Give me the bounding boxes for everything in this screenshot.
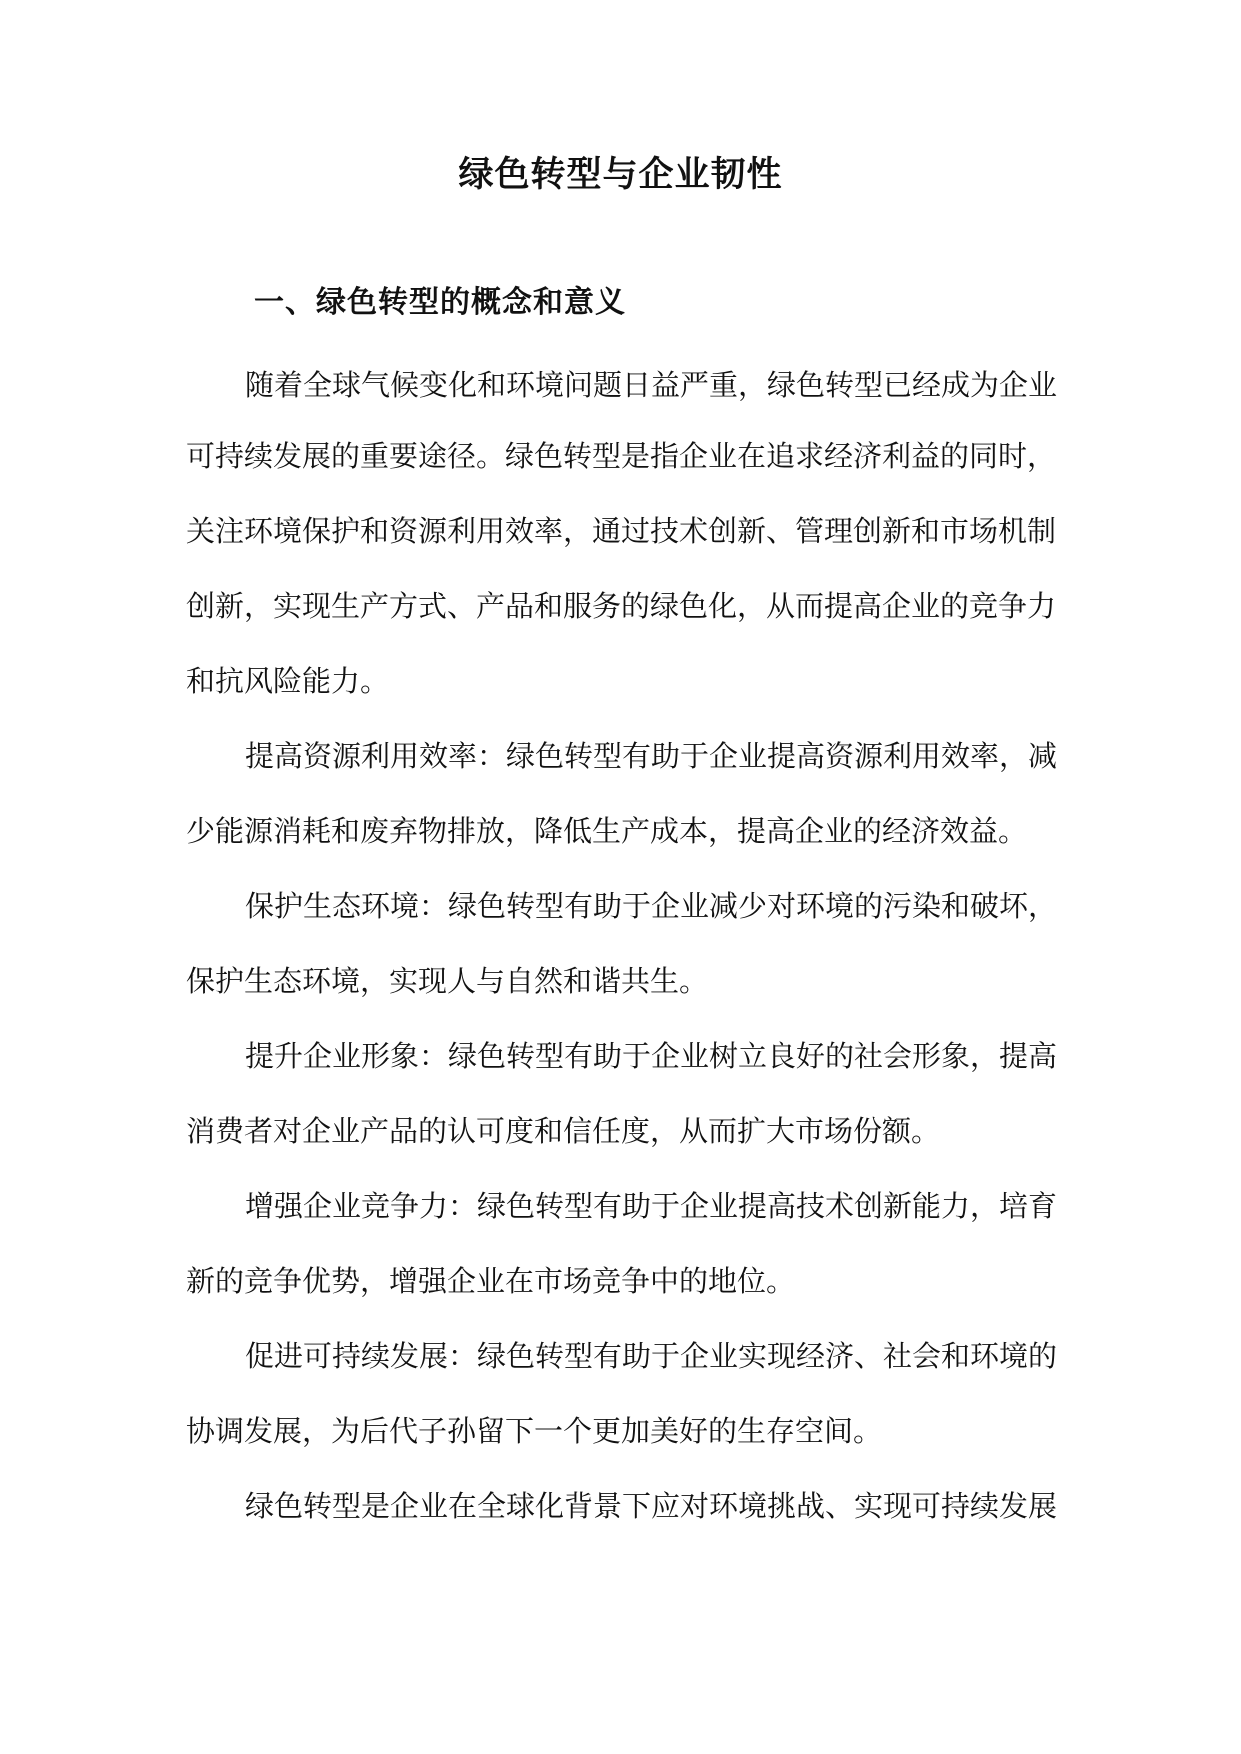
paragraph-line: 和抗风险能力。 (186, 664, 390, 698)
paragraph-line: 促进可持续发展：绿色转型有助于企业实现经济、社会和环境的 (245, 1339, 1058, 1373)
section-heading: 一、绿色转型的概念和意义 (254, 285, 626, 320)
paragraph-line: 提高资源利用效率：绿色转型有助于企业提高资源利用效率，减 (245, 739, 1058, 773)
paragraph-line: 消费者对企业产品的认可度和信任度，从而扩大市场份额。 (186, 1114, 941, 1148)
paragraph-line: 关注环境保护和资源利用效率，通过技术创新、管理创新和市场机制 (186, 514, 1057, 548)
paragraph-line: 增强企业竞争力：绿色转型有助于企业提高技术创新能力，培育 (245, 1189, 1058, 1223)
paragraph-line: 新的竞争优势，增强企业在市场竞争中的地位。 (186, 1264, 796, 1298)
paragraph-line: 保护生态环境：绿色转型有助于企业减少对环境的污染和破坏， (245, 889, 1058, 923)
paragraph-line: 绿色转型是企业在全球化背景下应对环境挑战、实现可持续发展 (245, 1489, 1058, 1523)
document-title: 绿色转型与企业韧性 (458, 154, 783, 195)
paragraph-line: 随着全球气候变化和环境问题日益严重，绿色转型已经成为企业 (245, 368, 1058, 402)
paragraph-line: 协调发展，为后代子孙留下一个更加美好的生存空间。 (186, 1414, 883, 1448)
paragraph-line: 提升企业形象：绿色转型有助于企业树立良好的社会形象，提高 (245, 1039, 1058, 1073)
paragraph-line: 保护生态环境，实现人与自然和谐共生。 (186, 964, 709, 998)
paragraph-line: 创新，实现生产方式、产品和服务的绿色化，从而提高企业的竞争力 (186, 589, 1057, 623)
paragraph-line: 少能源消耗和废弃物排放，降低生产成本，提高企业的经济效益。 (186, 814, 1028, 848)
paragraph-line: 可持续发展的重要途径。绿色转型是指企业在追求经济利益的同时， (186, 439, 1057, 473)
